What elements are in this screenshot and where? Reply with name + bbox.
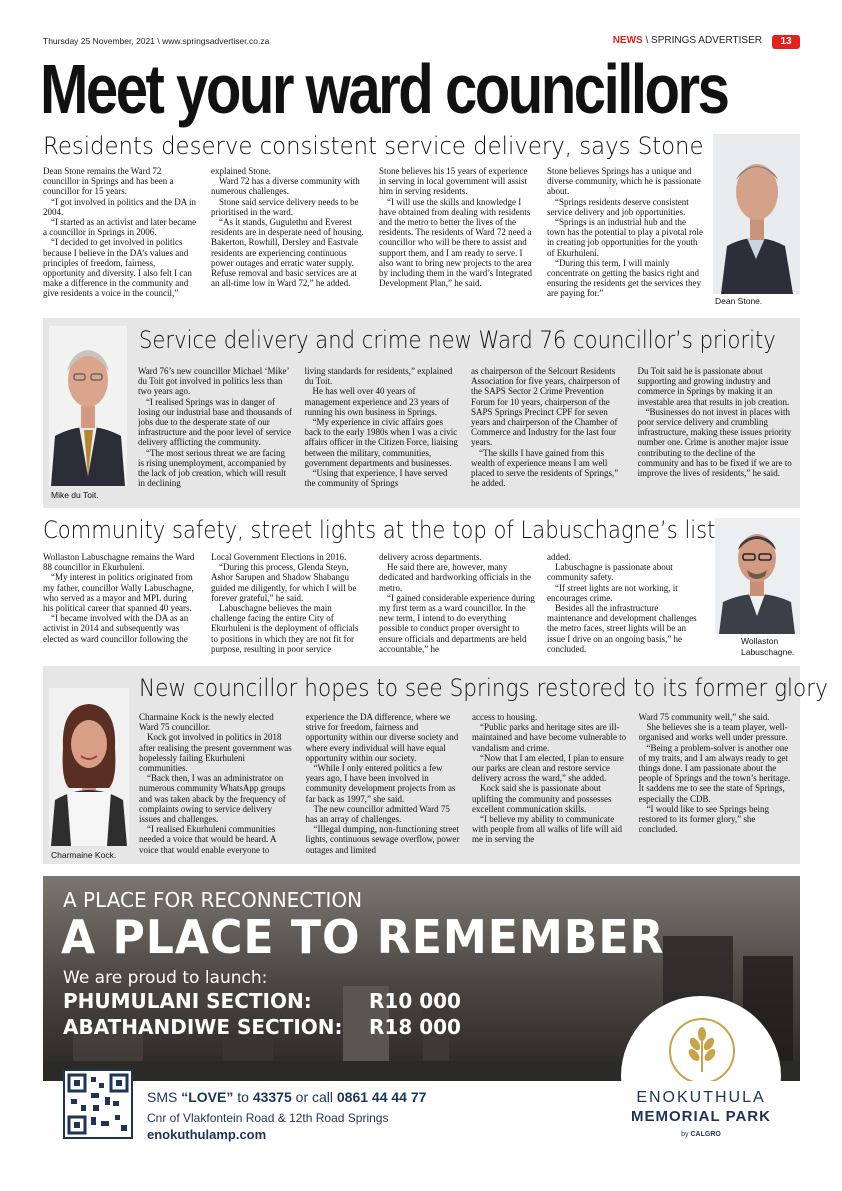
paragraph: Labuschagne is passionate about community safety. bbox=[547, 562, 673, 583]
portrait-wollaston-labuschagne bbox=[715, 518, 800, 634]
paragraph: experience the DA difference, where we strive for freedom, fairness and opportunity within our diverse society and where every individual will have equal opportunity within our society. bbox=[305, 712, 459, 763]
column bbox=[211, 166, 367, 308]
paragraph: “Illegal dumping, non-functioning street lights, continuous sewage overflow, power outages and limited bbox=[305, 824, 460, 855]
brand-by: by bbox=[681, 1131, 691, 1138]
column bbox=[306, 712, 461, 862]
paragraph: He said there are, however, many dedicated and hardworking officials in the metro. bbox=[379, 562, 532, 593]
paragraph: delivery across departments. bbox=[379, 552, 482, 562]
sms-word: “LOVE” bbox=[181, 1089, 234, 1105]
paragraph: Labuschagne believes the main challenge facing the entire City of Ekurhuleni is the deployment of officials to positions in which they are not fit for purpose, resulting in poor service bbox=[211, 603, 359, 654]
story-stone bbox=[43, 132, 800, 310]
paragraph: “I would like to see Springs being restored to its former glory,” she concluded. bbox=[638, 803, 769, 835]
column bbox=[43, 552, 199, 662]
photo-caption bbox=[741, 636, 794, 658]
paragraph: “I will use the skills and knowledge I have obtained from dealing with residents and the metro to better the lives of the residents. The residents of Ward 72 need a councillor who will be there to assist and support them, and I am ready to serve. I also want to bring new projects to the area by including them in the ward’s Integrated Development Plan,” he said. bbox=[379, 196, 532, 289]
sms-or: or call bbox=[291, 1089, 337, 1105]
paragraph: Charmaine Kock is the newly elected Ward 75 councillor. bbox=[139, 712, 274, 733]
page-headline: Meet your ward councillors bbox=[40, 50, 728, 128]
page-header bbox=[43, 34, 800, 50]
ad-website[interactable]: enokuthulamp.com bbox=[147, 1127, 267, 1142]
ad-section-2 bbox=[63, 1015, 461, 1039]
paragraph: Stone believes his 15 years of experience in serving in local government will assist him in serving residents. bbox=[379, 166, 528, 197]
caption-line: Labuschagne. bbox=[741, 647, 795, 657]
column bbox=[379, 552, 535, 662]
section-paper: \ SPRINGS ADVERTISER bbox=[642, 35, 762, 46]
paragraph: “While I only entered politics a few years ago, I have been involved in community development projects from as far back as 1997,” she said. bbox=[305, 763, 456, 804]
section-tag bbox=[613, 35, 762, 46]
paragraph: “I realised Springs was in danger of losing our industrial base and thousands of jobs due to the desperate state of our infrastructure and the poor level of service delivery afflicting the community. bbox=[138, 396, 292, 448]
column bbox=[638, 366, 793, 506]
paragraph: Local Government Elections in 2016. bbox=[211, 552, 347, 562]
sms-to: to bbox=[233, 1089, 253, 1105]
sms-label: SMS bbox=[147, 1089, 182, 1105]
story-columns bbox=[43, 166, 703, 308]
paragraph: Besides all the infrastructure maintenance and development challenges the metro faces, street lights will be an issue I drive on an ongoing basis,” he concluded. bbox=[547, 603, 697, 654]
ad-title: A PLACE TO REMEMBER bbox=[61, 910, 665, 964]
sms-number: 43375 bbox=[252, 1089, 292, 1105]
paragraph: Ward 75 community well,” she said. bbox=[638, 712, 770, 722]
story-kock bbox=[43, 666, 828, 864]
wheat-icon bbox=[669, 1018, 735, 1084]
ad-contact-strip bbox=[43, 1081, 800, 1154]
paragraph: “As it stands, Gugulethu and Everest residents are in desperate need of housing. Bakerton, Rowhill, Dersley and Eastvale residents are experiencing continuous power outages and erratic water supply. Refuse removal and basic services are at an all-time low in Ward 72,” he added. bbox=[211, 217, 364, 289]
paragraph: He has well over 40 years of management experience and 23 years of running his own business in Springs. bbox=[304, 386, 450, 417]
paragraph: “Being a problem-solver is another one of my traits, and I am always ready to get things done. I am passionate about the people of Springs and the town’s heritage. It saddens me to see the state of Springs, especially the CDB. bbox=[638, 742, 791, 804]
column bbox=[305, 366, 460, 506]
section-price: R10 000 bbox=[369, 989, 461, 1013]
paragraph: “I became involved with the DA as an activist in 2014 and subsequently was elected as ward councillor following the bbox=[43, 613, 189, 644]
page-number: 13 bbox=[772, 35, 800, 49]
paragraph: living standards for residents,” explained du Toit. bbox=[304, 366, 453, 387]
phone-number: 0861 44 44 77 bbox=[336, 1089, 427, 1105]
column bbox=[547, 166, 703, 308]
brand-parent-name: CALGRO bbox=[690, 1131, 721, 1138]
paragraph: Ward 76’s new councillor Michael ‘Mike’ du Toit got involved in politics less than two years ago. bbox=[138, 366, 289, 397]
qr-code-icon bbox=[63, 1069, 133, 1139]
column bbox=[138, 366, 293, 506]
ad-section-1 bbox=[63, 989, 461, 1013]
story-heading: Service delivery and crime new Ward 76 councillor’s priority bbox=[139, 326, 776, 354]
paragraph: “During this process, Glenda Steyn, Ashor Sarupen and Shadow Shabangu guided me diligently, for which I will be forever grateful,” he said. bbox=[211, 562, 357, 603]
column bbox=[139, 712, 294, 862]
story-columns bbox=[138, 366, 792, 506]
ad-sms-line bbox=[147, 1089, 426, 1105]
paragraph: Stone said service delivery needs to be prioritised in the ward. bbox=[211, 196, 359, 217]
paragraph: “If street lights are not working, it encourages crime. bbox=[547, 582, 678, 603]
paragraph: “Springs is an industrial hub and the town has the potential to play a pivotal role in creating job opportunities for the youth of Ekurhuleni. bbox=[547, 217, 703, 258]
paragraph: “Public parks and heritage sites are ill-maintained and have become vulnerable to vandalism and crime. bbox=[472, 722, 627, 753]
story-heading: New councillor hopes to see Springs restored to its former glory bbox=[139, 674, 828, 702]
section-news: NEWS bbox=[612, 35, 643, 46]
ad-kicker: A PLACE FOR RECONNECTION bbox=[63, 888, 363, 912]
paragraph: “I decided to get involved in politics because I believe in the DA’s values and principles of freedom, fairness, opportunity and diversity. I also felt I can make a difference in the community and give residents a voice in the council,” bbox=[43, 237, 192, 299]
paragraph: Dean Stone remains the Ward 72 councillor in Springs and has been a councillor for 15 years. bbox=[43, 166, 174, 197]
paragraph: She believes she is a team player, well-organised and works well under pressure. bbox=[638, 722, 788, 743]
paragraph: as chairperson of the Selcourt Residents Association for five years, chairperson of the SAPS Sector 2 Crime Prevention Forum for 10 years, chairperson of the SAPS Springs Precinct CPF for seven years and chairperson of the Chamber of Commerce and Industry for the last four years. bbox=[471, 366, 620, 448]
paragraph: added. bbox=[547, 552, 571, 562]
column bbox=[471, 366, 626, 506]
story-heading: Residents deserve consistent service delivery, says Stone bbox=[43, 132, 704, 160]
paragraph: “During this term, I will mainly concentrate on getting the basics right and ensuring the residents get the services they are paying for.” bbox=[547, 257, 701, 299]
paragraph: explained Stone. bbox=[211, 166, 271, 176]
photo-caption: Charmaine Kock. bbox=[51, 850, 117, 860]
paragraph: “Using that experience, I have served the community of Springs bbox=[304, 468, 448, 489]
section-name: PHUMULANI SECTION: bbox=[63, 989, 312, 1013]
column bbox=[211, 552, 367, 662]
paragraph: Du Toit said he is passionate about supporting and growing industry and commerce in Springs by making it an investable area that results in job creation. bbox=[637, 366, 790, 407]
paragraph: “Now that I am elected, I plan to ensure our parks are clean and restore service delivery across the ward,” she added. bbox=[472, 752, 624, 784]
paragraph: Wollaston Labuschagne remains the Ward 88 councillor in Ekurhuleni. bbox=[43, 552, 195, 573]
brand-name-line1: ENOKUTHULA bbox=[636, 1089, 766, 1106]
ad-address: Cnr of Vlakfontein Road & 12th Road Springs bbox=[147, 1111, 389, 1125]
portrait-charmaine-kock bbox=[49, 688, 129, 846]
paragraph: “Back then, I was an administrator on numerous community WhatsApp groups and was taken aback by the frequency of complaints owing to service delivery issues and challenges. bbox=[139, 773, 286, 825]
section-price: R18 000 bbox=[369, 1015, 461, 1039]
paragraph: The new councillor admitted Ward 75 has an array of challenges. bbox=[305, 803, 450, 825]
column bbox=[639, 712, 794, 862]
portrait-mike-du-toit bbox=[49, 326, 127, 486]
paragraph: Stone believes Springs has a unique and diverse community, which he is passionate about. bbox=[547, 166, 701, 197]
column bbox=[547, 552, 703, 662]
paragraph: Ward 72 has a diverse community with numerous challenges. bbox=[211, 176, 360, 197]
paragraph: “I gained considerable experience during my first term as a ward councillor. In the new term, I intend to do everything possible to conduct proper oversight to ensure officials and departments are held accountable,” he bbox=[379, 592, 535, 654]
paragraph: “Springs residents deserve consistent service delivery and job opportunities. bbox=[547, 196, 689, 217]
paragraph: “My experience in civic affairs goes back to the early 1980s when I was a civic affairs officer in the Citizen Force, liaising between the military, communities, government departments and businesses. bbox=[304, 417, 458, 468]
section-name: ABATHANDIWE SECTION: bbox=[63, 1015, 343, 1039]
portrait-dean-stone bbox=[713, 134, 800, 294]
story-columns bbox=[43, 552, 703, 662]
brand-parent bbox=[621, 1131, 781, 1138]
caption-line: Wollaston bbox=[741, 636, 779, 646]
brand-name-line2: MEMORIAL PARK bbox=[631, 1108, 771, 1125]
paragraph: Kock said she is passionate about uplifting the community and possesses excellent communication skills. bbox=[472, 783, 612, 814]
paragraph: “The most serious threat we are facing is rising unemployment, accompanied by the lack of job creation, which will result in declining bbox=[138, 447, 287, 489]
paragraph: “The skills I have gained from this wealth of experience means I am well placed to serve the residents of Springs,” he added. bbox=[471, 447, 619, 489]
dateline: Thursday 25 November, 2021 \ www.springsadvertiser.co.za bbox=[43, 36, 270, 46]
photo-caption: Mike du Toit. bbox=[51, 490, 99, 500]
paragraph: “My interest in politics originated from my father, councillor Wally Labuschagne, who served as a mayor and MPL during his political career that spanned 40 years. bbox=[43, 572, 194, 614]
paragraph: Kock got involved in politics in 2018 after realising the present government was hopelessly failing Ekurhuleni communities. bbox=[139, 732, 292, 774]
story-columns bbox=[139, 712, 793, 862]
paragraph: access to housing. bbox=[472, 712, 538, 722]
paragraph: “I started as an activist and later became a councillor in Springs in 2006. bbox=[43, 217, 197, 238]
paragraph: “I got involved in politics and the DA in 2004. bbox=[43, 196, 196, 217]
paragraph: “Businesses do not invest in places with poor service delivery and crumbling infrastructure, making these issues priority number one. Crime is another major issue contributing to the decline of the community and has to be fixed if we are to improve the lives of residents,” he said. bbox=[637, 406, 792, 479]
story-heading: Community safety, street lights at the top of Labuschagne’s list bbox=[43, 516, 716, 544]
column bbox=[379, 166, 535, 308]
advertisement-enokuthula bbox=[43, 876, 800, 1154]
story-dutoit bbox=[43, 318, 800, 508]
paragraph: “I realised Ekurhuleni communities needed a voice that would be heard. A voice that would enable everyone to bbox=[139, 824, 276, 855]
story-labuschagne bbox=[43, 516, 800, 662]
column bbox=[43, 166, 199, 308]
ad-launch-line: We are proud to launch: bbox=[63, 968, 268, 988]
paragraph: “I believe my ability to communicate with people from all walks of life will aid me in serving the bbox=[472, 814, 622, 845]
column bbox=[472, 712, 627, 862]
photo-caption: Dean Stone. bbox=[715, 296, 763, 306]
